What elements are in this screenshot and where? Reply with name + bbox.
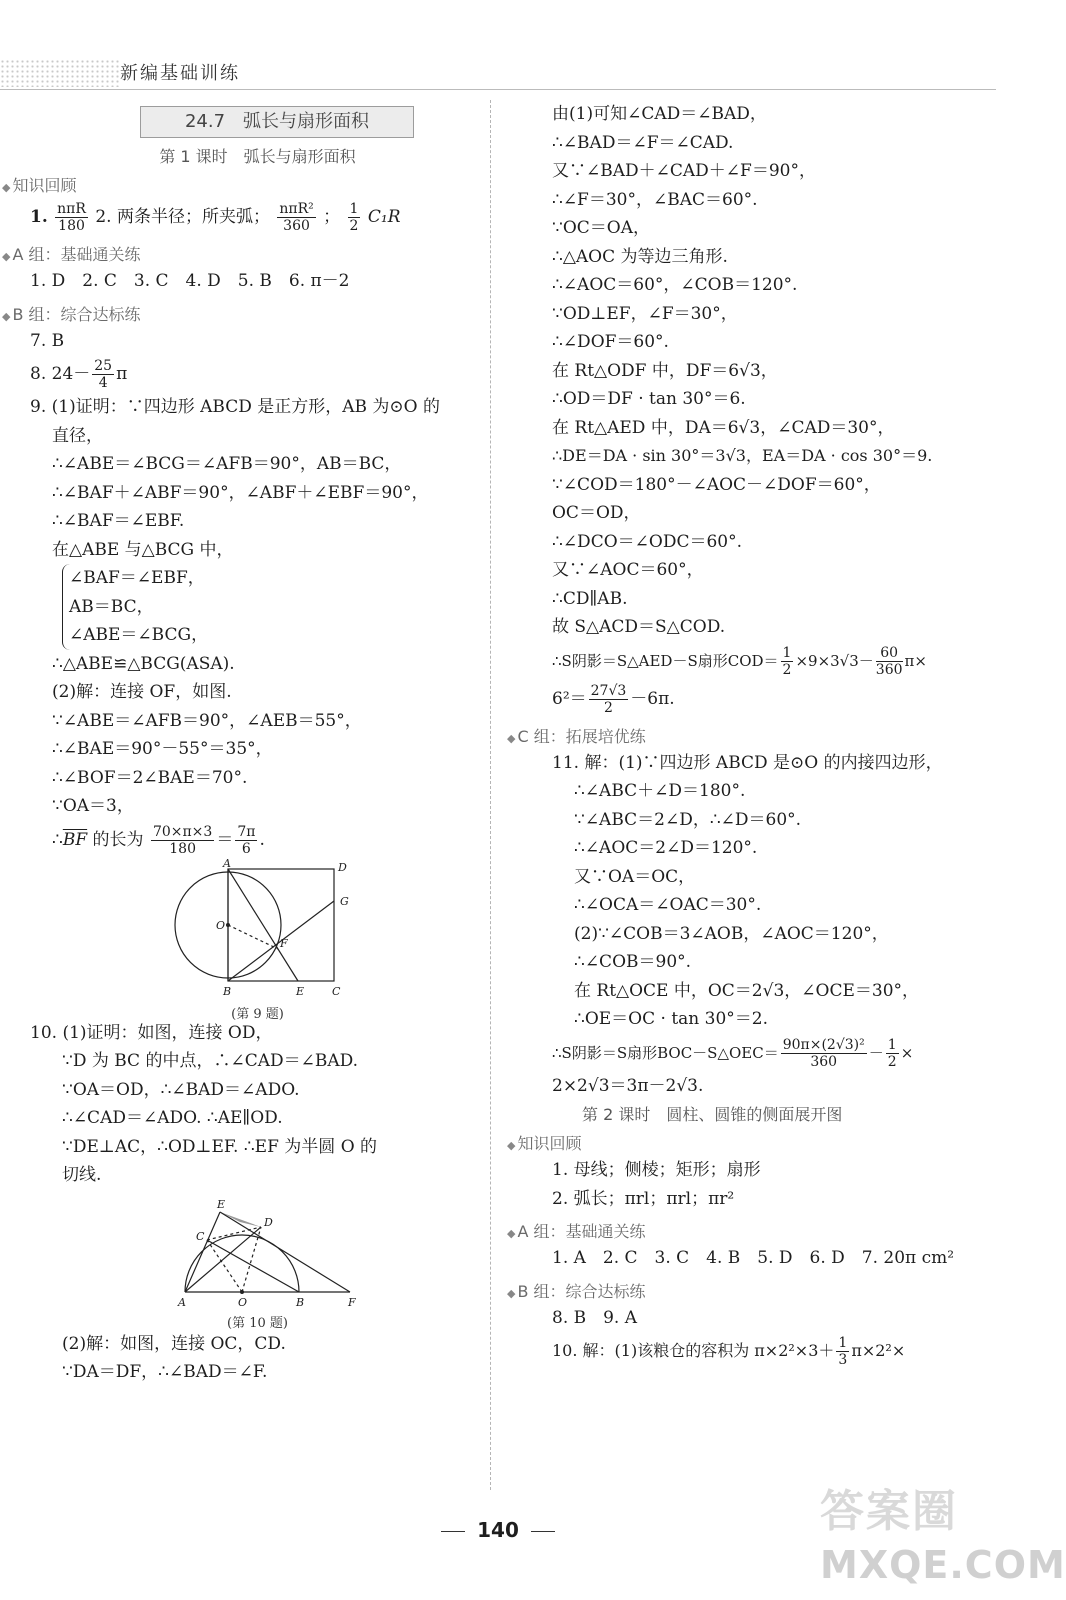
line: ∴OD＝DF · tan 30°＝6.	[552, 389, 746, 409]
line: ∴∠DCO＝∠ODC＝60°.	[552, 531, 742, 552]
line: AB＝BC，	[69, 596, 154, 617]
line: (2)解：连接 OF，如图.	[52, 682, 232, 702]
category-b-2: ◆ B 组：综合达标练	[507, 1279, 982, 1302]
line: ∴△AOC 为等边三角形.	[552, 246, 728, 267]
line: 2×2√3＝3π－2√3.	[552, 1075, 704, 1096]
lesson-2-title: 第 2 课时 圆柱、圆锥的侧面展开图	[582, 1105, 843, 1124]
line: ∴∠BOF＝2∠BAE＝70°.	[52, 767, 248, 788]
figure-9-diagram	[30, 856, 485, 999]
svg-text:F: F	[348, 1295, 356, 1309]
line: ∴∠F＝30°，∠BAC＝60°.	[552, 189, 758, 210]
line: ∴∠ABE＝∠BCG＝∠AFB＝90°，AB＝BC，	[52, 454, 402, 474]
line: OC＝OD，	[552, 503, 641, 523]
line: ∵OA＝OD，∴∠BAD＝∠ADO.	[62, 1079, 300, 1100]
line: 又∵OA＝OC，	[574, 866, 696, 887]
q2-text: 2. 两条半径；所夹弧；	[95, 207, 270, 227]
line: ∴∠AOC＝60°，∠COB＝120°.	[552, 275, 798, 295]
line: ∵∠ABE＝∠AFB＝90°，∠AEB＝55°，	[52, 710, 362, 731]
line: ∵D 为 BC 的中点，∴∠CAD＝∠BAD.	[62, 1051, 359, 1071]
figure-9	[30, 856, 485, 1022]
b-group-answers-2: 8. B 9. A	[552, 1307, 638, 1328]
q1-number: 1.	[30, 207, 48, 227]
line: 在 Rt△ODF 中，DF＝6√3，	[552, 360, 778, 381]
category-b: ◆ B 组：综合达标练	[2, 302, 485, 325]
solution-10-continued	[552, 100, 982, 718]
section-title: 24.7 弧长与扇形面积	[140, 106, 414, 138]
line: 直径，	[52, 425, 103, 446]
shaded-area-line-3: ∴S阴影＝S扇形BOC－S△OEC＝ $\frac{\text{90π×(2√3)²}}{360}$ － $\frac{1}{2}$ ×	[552, 1037, 914, 1070]
line: ∴∠CAD＝∠ADO. ∴AE∥OD.	[62, 1108, 283, 1128]
category-review: ◆ 知识回顾	[2, 173, 485, 196]
line: 在 Rt△OCE 中，OC＝2√3，∠OCE＝30°，	[574, 980, 920, 1001]
fraction-half: $\frac{1}{2}$	[349, 201, 359, 234]
line: ∠BAF＝∠EBF，	[69, 568, 205, 588]
line: 10. (1)证明：如图，连接 OD，	[30, 1022, 273, 1043]
svg-text:B: B	[296, 1295, 305, 1309]
category-c: ◆ C 组：拓展培优练	[507, 724, 982, 747]
fraction-one-third: $\frac{1}{3}$	[838, 1335, 848, 1368]
svg-text:C: C	[196, 1229, 205, 1243]
category-a: ◆ A 组：基础通关练	[2, 242, 485, 265]
line: ∴∠ABC＋∠D＝180°.	[574, 781, 746, 801]
line: ∴∠AOC＝2∠D＝120°.	[574, 838, 758, 858]
review-answer-2: 2. 弧长；πrl；πrl；πr²	[552, 1188, 735, 1209]
line: 又∵∠BAD＋∠CAD＋∠F＝90°，	[552, 161, 816, 181]
arc-length-line: $\therefore\overline{BF}$ 的长为 $\frac{70\times\pi\times 3}{180}$ ＝ $\frac{7\pi}{6}$ .	[52, 823, 265, 857]
svg-text:O: O	[216, 918, 226, 932]
line: ∴∠BAF＋∠ABF＝90°，∠ABF＋∠EBF＝90°，	[52, 482, 429, 503]
left-column	[12, 100, 485, 1387]
line: ∵DE⊥AC，∴OD⊥EF. ∴EF 为半圆 O 的	[62, 1136, 378, 1157]
line: ∴∠DOF＝60°.	[552, 332, 669, 352]
column-divider	[490, 100, 491, 1490]
svg-text:E: E	[296, 984, 305, 998]
svg-text:E: E	[217, 1197, 226, 1211]
page-header	[0, 55, 996, 89]
series-title: 新编基础训练	[120, 63, 240, 84]
figure-9-caption: (第 9 题)	[231, 1006, 284, 1022]
right-column	[517, 100, 982, 1370]
fraction-25-4: $\frac{25}{4}$	[94, 358, 113, 391]
fraction-half: $\frac{1}{2}$	[782, 645, 792, 678]
category-a-2: ◆ A 组：基础通关练	[507, 1219, 982, 1242]
header-dot-pattern	[0, 59, 120, 87]
watermark-logo: 答案圈 MXQE.COM	[820, 1486, 1066, 1587]
line: 故 S△ACD＝S△COD.	[552, 617, 726, 637]
fraction-60-360: $\frac{60}{360}$	[875, 645, 903, 678]
fraction-27root3-2: $\frac{27√3}{2}$	[590, 682, 627, 716]
line: ∵OC＝OA，	[552, 218, 650, 238]
fraction-arc-calc: $\frac{70\times\pi\times 3}{180}$	[152, 823, 213, 857]
solution-10	[30, 1019, 485, 1190]
fraction-arc-length: nπR 180	[57, 201, 86, 234]
figure-10-caption: (第 10 题)	[227, 1315, 288, 1331]
line: 在△ABE 与△BCG 中，	[52, 539, 234, 560]
line: ∴△ABE≌△BCG(ASA).	[52, 653, 235, 674]
line: ∴∠BAF＝∠EBF.	[52, 511, 185, 531]
line: 切线.	[62, 1165, 102, 1185]
shaded-area-line-2: 6²＝ $\frac{27√3}{2}$ －6π.	[552, 682, 675, 716]
a-group-answers-2: 1. A 2. C 3. C 4. B 5. D 6. D 7. 20π cm²	[552, 1248, 955, 1268]
answer-8: 8. 24－ $\frac{25}{4}$ π	[30, 358, 128, 391]
line: 9. (1)证明：∵四边形 ABCD 是正方形，AB 为⊙O 的	[30, 397, 440, 417]
svg-text:A: A	[223, 856, 231, 870]
line: ∴∠OCA＝∠OAC＝30°.	[574, 895, 762, 915]
line: ∴∠BAE＝90°－55°＝35°，	[52, 739, 273, 759]
line: 由(1)可知∠CAD＝∠BAD，	[552, 104, 767, 124]
line: ∴∠COB＝90°.	[574, 952, 692, 972]
line: ∵∠ABC＝2∠D，∴∠D＝60°.	[574, 809, 802, 830]
svg-text:C: C	[332, 984, 341, 998]
svg-text:O: O	[238, 1295, 248, 1309]
line: 11. 解：(1)∵四边形 ABCD 是⊙O 的内接四边形，	[552, 752, 943, 773]
line: ∴DE＝DA · sin 30°＝3√3，EA＝DA · cos 30°＝9.	[552, 446, 933, 465]
line: ∵OA＝3，	[52, 796, 134, 816]
header-rule	[0, 89, 996, 90]
svg-text:F: F	[280, 936, 288, 950]
answer-10-granary: 10. 解：(1)该粮仓的容积为 π×2²×3＋ $\frac{1}{3}$ π×2²×	[552, 1335, 906, 1368]
line: (2)∵∠COB＝3∠AOB，∠AOC＝120°，	[574, 923, 889, 944]
svg-text:A: A	[178, 1295, 186, 1309]
answer-7: 7. B	[30, 330, 65, 351]
line: 在 Rt△AED 中，DA＝6√3，∠CAD＝30°，	[552, 417, 895, 438]
line: (2)解：如图，连接 OC，CD.	[62, 1333, 286, 1354]
figure-10-diagram	[30, 1190, 485, 1308]
fraction-sector-boc: $\frac{\text{90π×(2√3)²}}{360}$	[782, 1037, 865, 1070]
fraction-sector-area: nπR² 360	[279, 201, 314, 234]
lesson-title: 第 1 课时 弧长与扇形面积	[159, 147, 356, 166]
solution-9	[30, 393, 485, 859]
svg-text:G: G	[340, 894, 349, 908]
a-group-answers: 1. D 2. C 3. C 4. D 5. B 6. π－2	[30, 271, 350, 291]
line: ∴∠BAD＝∠F＝∠CAD.	[552, 132, 734, 153]
line: ∠ABE＝∠BCG，	[69, 625, 209, 645]
line: ∵∠COD＝180°－∠AOC－∠DOF＝60°，	[552, 474, 881, 495]
solution-11	[552, 749, 982, 1101]
svg-text:B: B	[223, 984, 232, 998]
line: ∵DA＝DF，∴∠BAD＝∠F.	[62, 1362, 268, 1382]
page-number: 140	[0, 1518, 996, 1542]
category-review-2: ◆ 知识回顾	[507, 1131, 982, 1154]
line: ∴CD∥AB.	[552, 588, 628, 609]
shaded-area-line-1: ∴S阴影＝S△AED－S扇形COD＝ $\frac{1}{2}$ ×9×3√3－ $\frac{60}{360}$ π×	[552, 645, 927, 678]
line: ∵OD⊥EF，∠F＝30°，	[552, 303, 738, 324]
line: 又∵∠AOC＝60°，	[552, 560, 704, 580]
svg-text:D: D	[264, 1215, 273, 1229]
line: ∴OE＝OC · tan 30°＝2.	[574, 1009, 768, 1029]
svg-text:D: D	[338, 860, 347, 874]
condition-brace	[62, 564, 485, 650]
fraction-7pi-6: $\frac{7\pi}{6}$	[237, 823, 256, 857]
review-answers: 1. nπR 180 2. 两条半径；所夹弧； nπR² 360 ； $\frac{1}{2}$ C₁R	[30, 201, 401, 234]
figure-10	[30, 1190, 485, 1330]
fraction-half: $\frac{1}{2}$	[887, 1037, 897, 1070]
review-answer-1: 1. 母线；侧棱；矩形；扇形	[552, 1160, 761, 1180]
